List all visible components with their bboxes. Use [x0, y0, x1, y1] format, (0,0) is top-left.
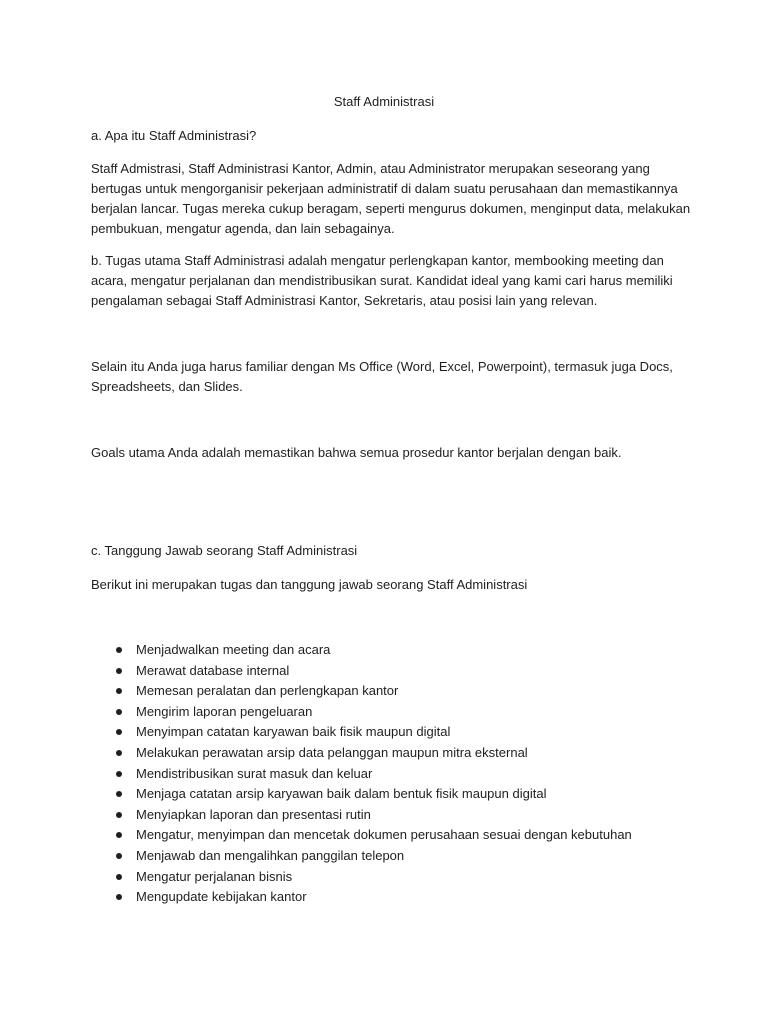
section-a-heading: a. Apa itu Staff Administrasi? — [91, 128, 257, 143]
bullet-icon — [116, 874, 122, 880]
bullet-icon — [116, 771, 122, 777]
goals-paragraph: Goals utama Anda adalah memastikan bahwa semua prosedur kantor berjalan dengan baik. — [91, 445, 622, 460]
section-b-paragraph — [91, 251, 691, 311]
list-item — [91, 867, 632, 888]
list-item-text: Melakukan perawatan arsip data pelanggan maupun mitra eksternal — [136, 744, 528, 760]
bullet-icon — [116, 729, 122, 735]
paragraph-line: pembukuan, mengatur agenda, dan lain sebagainya. — [91, 221, 395, 236]
paragraph-line: Selain itu Anda juga harus familiar dengan Ms Office (Word, Excel, Powerpoint), termasuk juga Docs, — [91, 359, 673, 374]
paragraph-line: berjalan lancar. Tugas mereka cukup beragam, seperti mengurus dokumen, menginput data, melakukan — [91, 201, 691, 216]
section-c-heading: c. Tanggung Jawab seorang Staff Administrasi — [91, 543, 358, 558]
list-item-text: Menjadwalkan meeting dan acara — [136, 642, 331, 657]
list-item — [91, 722, 632, 743]
paragraph-line: acara, mengatur perjalanan dan mendistribusikan surat. Kandidat ideal yang kami cari harus memiliki — [91, 273, 673, 288]
list-item-text: Mengatur perjalanan bisnis — [136, 868, 293, 884]
section-a-paragraph — [91, 159, 691, 239]
list-item-text: Menjawab dan mengalihkan panggilan telepon — [136, 847, 405, 863]
list-item-text: Mengirim laporan pengeluaran — [136, 703, 313, 719]
list-item-text: Menyimpan catatan karyawan baik fisik maupun digital — [136, 724, 451, 740]
bullet-icon — [116, 688, 122, 694]
paragraph-line: bertugas untuk mengorganisir pekerjaan administratif di dalam suatu perusahaan dan memastikannya — [91, 181, 678, 196]
list-item-text: Mendistribusikan surat masuk dan keluar — [136, 765, 373, 781]
list-item-text: Menyiapkan laporan dan presentasi rutin — [136, 806, 371, 822]
paragraph-line: pengalaman sebagai Staff Administrasi Kantor, Sekretaris, atau posisi lain yang relevan. — [91, 293, 598, 308]
section-c-intro: Berikut ini merupakan tugas dan tanggung jawab seorang Staff Administrasi — [91, 577, 528, 592]
bullet-icon — [116, 832, 122, 838]
list-item-text: Memesan peralatan dan perlengkapan kantor — [136, 683, 399, 699]
bullet-icon — [116, 894, 122, 900]
list-item — [91, 743, 632, 764]
paragraph-line: Staff Admistrasi, Staff Administrasi Kantor, Admin, atau Administrator merupakan seseorang yang — [91, 161, 650, 176]
list-item — [91, 661, 632, 682]
bullet-icon — [116, 668, 122, 674]
list-item-text: Menjaga catatan arsip karyawan baik dalam bentuk fisik maupun digital — [136, 786, 547, 802]
bullet-icon — [116, 812, 122, 818]
list-item — [91, 784, 632, 805]
document-title: Staff Administrasi — [333, 94, 435, 109]
list-item — [91, 846, 632, 867]
list-item-text: Mengatur, menyimpan dan mencetak dokumen perusahaan sesuai dengan kebutuhan — [136, 827, 632, 843]
bullet-icon — [116, 750, 122, 756]
duties-list — [91, 640, 632, 908]
paragraph-line: Spreadsheets, dan Slides. — [91, 379, 243, 394]
list-item — [91, 702, 632, 723]
list-item — [91, 825, 632, 846]
bullet-icon — [116, 709, 122, 715]
list-item — [91, 640, 632, 661]
paragraph-line: b. Tugas utama Staff Administrasi adalah mengatur perlengkapan kantor, membooking meeting dan — [91, 253, 664, 268]
list-item-text: Mengupdate kebijakan kantor — [136, 889, 307, 905]
list-item — [91, 805, 632, 826]
bullet-icon — [116, 791, 122, 797]
office-paragraph — [91, 357, 691, 397]
bullet-icon — [116, 853, 122, 859]
list-item — [91, 764, 632, 785]
list-item — [91, 887, 632, 908]
list-item-text: Merawat database internal — [136, 662, 290, 678]
list-item — [91, 681, 632, 702]
bullet-icon — [116, 647, 122, 653]
